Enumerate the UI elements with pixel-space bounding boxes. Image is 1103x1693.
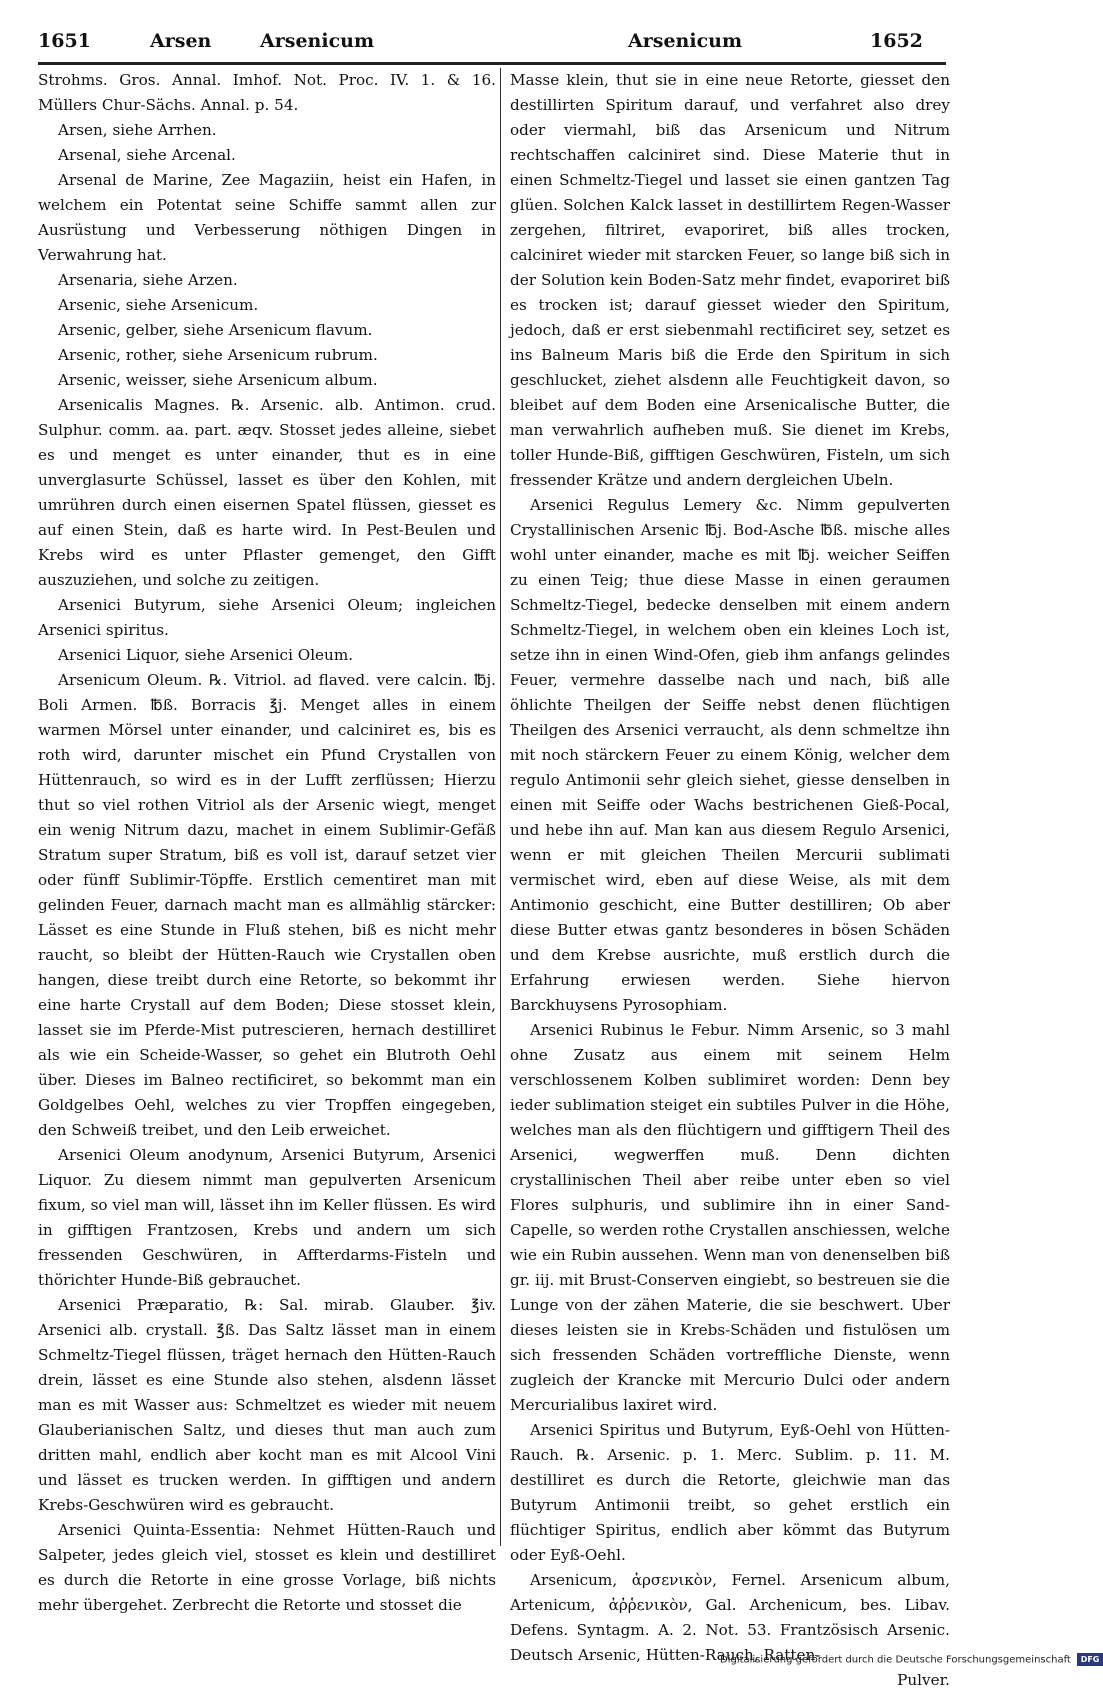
left-catchword: Arsen xyxy=(150,30,212,52)
digitization-footer xyxy=(720,1653,1100,1671)
header-rule xyxy=(38,62,946,65)
column-divider xyxy=(500,68,501,1546)
entry-paragraph: Arsenici Præparatio, ℞: Sal. mirab. Glauber. ℥iv. Arsenici alb. crystall. ℥ß. Das Saltz lässet man in einem Schmeltz-Tiegel flüssen, träget hernach den Hütten-Rauch drein, lässet es eine Stunde also stehen, alsdenn lässet man es mit Wasser aus: Schmeltzet es wieder mit neuem Glauberianischen Saltz, und dieses thut man auch zum dritten mahl, endlich aber kocht man es mit Alcool Vini und lässet es trucken werden. In gifftigen und andern Krebs-Geschwüren wird es gebraucht. xyxy=(38,1296,496,1514)
entry-paragraph: Arsen, siehe Arrhen. xyxy=(58,121,217,139)
entry-paragraph: Arsenici Oleum anodynum, Arsenici Butyrum, Arsenici Liquor. Zu diesem nimmt man gepulverten Arsenicum fixum, so viel man will, lässet ihn im Keller flüssen. Es wird in gifftigen Frantzosen, Krebs und andern um sich fressenden Geschwüren, in Affterdarms-Fisteln und thörichter Hunde-Biß gebrauchet. xyxy=(38,1146,496,1289)
left-column xyxy=(38,68,496,1618)
entry-paragraph: Arsenici Liquor, siehe Arsenici Oleum. xyxy=(58,646,354,664)
entry-paragraph: Arsenici Regulus Lemery &c. Nimm gepulverten Crystallinischen Arsenic ℔j. Bod-Asche ℔ß. mische alles wohl unter einander, mache es mit ℔j. weicher Seiffen zu einen Teig; thue diese Masse in einen geraumen Schmeltz-Tiegel, bedecke denselben mit einem andern Schmeltz-Tiegel, in welchem oben ein kleines Loch ist, setze ihn in einen Wind-Ofen, gieb ihm anfangs gelindes Feuer, vermehre dasselbe nach und nach, biß alle öhlichte Theilgen der Seiffe nebst denen flüchtigen Theilgen des Arsenici verraucht, als denn schmeltze ihn mit noch stärckern Feuer zu einem König, welcher dem regulo Antimonii sehr gleich siehet, giesse denselben in einen mit Seiffe oder Wachs bestrichenen Gieß-Pocal, und hebe ihn auf. Man kan aus diesem Regulo Arsenici, wenn er mit gleichen Theilen Mercurii sublimati vermischet wird, eben auf diese Weise, als mit dem Antimonio geschicht, eine Butter destilliren; Ob aber diese Butter etwas gantz besonderes in bösen Schäden und dem Krebse ausrichte, muß erstlich durch die Erfahrung erwiesen werden. Siehe hiervon Barckhuysens Pyrosophiam. xyxy=(510,496,950,1014)
entry-paragraph: Arsenici Rubinus le Febur. Nimm Arsenic, so 3 mahl ohne Zusatz aus einem mit seinem Helm verschlossenem Kolben sublimiret worden: Denn bey ieder sublimation steiget ein subtiles Pulver in die Höhe, welches man als den flüchtigern und gifftigern Theil des Arsenici, wegwerffen muß. Denn dichten crystallinischen Theil aber reibe unter eben so viel Flores sulphuris, und sublimire ihn in einer Sand-Capelle, so werden rothe Crystallen anschiessen, welche wie ein Rubin aussehen. Wenn man von denenselben biß gr. iij. mit Brust-Conserven eingiebt, so bestreuen sie die Lunge von der zähen Materie, die sie beschwert. Uber dieses leisten sie in Krebs-Schäden und fistulösen um sich fressenden Schäden vortreffliche Dienste, wenn zugleich der Krancke mit Mercurio Dulci oder andern Mercurialibus laxiret wird. xyxy=(510,1021,950,1414)
right-running-title: Arsenicum xyxy=(628,30,743,52)
dfg-logo: DFG xyxy=(1077,1653,1103,1666)
entry-paragraph: Arsenal de Marine, Zee Magaziin, heist ein Hafen, in welchem ein Potentat seine Schiffe sammt allen zur Ausrüstung und Verbesserung nöthigen Dingen in Verwahrung hat. xyxy=(38,171,496,264)
entry-paragraph: Arsenicalis Magnes. ℞. Arsenic. alb. Antimon. crud. Sulphur. comm. aa. part. æqv. Stosset jedes alleine, siebet es und menget es unter einander, thut es in eine unverglasurte Schüssel, lasset es über den Kohlen, mit umrühren durch einen eisernen Spatel flüssen, giesset es auf einen Stein, daß es harte wird. In Pest-Beulen und Krebs wird es unter Pflaster gemenget, den Gifft auszuziehen, und solche zu zeitigen. xyxy=(38,396,496,589)
entry-paragraph: Arsenaria, siehe Arzen. xyxy=(58,271,238,289)
page-header xyxy=(38,30,938,60)
footer-text: Digitalisierung gefördert durch die Deutsche Forschungsgemeinschaft xyxy=(720,1654,1071,1666)
entry-paragraph: Arsenici Spiritus und Butyrum, Eyß-Oehl von Hütten-Rauch. ℞. Arsenic. p. 1. Merc. Sublim. p. 11. M. destilliret es durch die Retorte, gleichwie man das Butyrum Antimonii treibt, so gehet erstlich ein flüchtiger Spiritus, endlich aber kömmt das Butyrum oder Eyß-Oehl. xyxy=(510,1421,950,1564)
left-page-number: 1651 xyxy=(38,30,91,52)
entry-paragraph: Strohms. Gros. Annal. Imhof. Not. Proc. IV. 1. & 16. Müllers Chur-Sächs. Annal. p. 54. xyxy=(38,71,496,114)
entry-paragraph: Masse klein, thut sie in eine neue Retorte, giesset den destillirten Spiritum darauf, und verfahret also drey oder viermahl, biß das Arsenicum und Nitrum rechtschaffen calciniret sind. Diese Materie thut in einen Schmeltz-Tiegel und lasset sie einen gantzen Tag glüen. Solchen Kalck lasset in destillirtem Regen-Wasser zergehen, filtriret, evaporiret, biß alles trocken, calciniret wieder mit starcken Feuer, so lange biß sich in der Solution kein Boden-Satz mehr findet, evaporiret biß es trocken ist; darauf giesset wieder den Spiritum, jedoch, daß er erst siebenmahl rectificiret sey, setzet es ins Balneum Maris biß die Erde den Spiritum in sich geschlucket, ziehet alsdenn alle Feuchtigkeit davon, so bleibet auf dem Boden eine Arsenicalische Butter, die man verwahrlich aufheben muß. Sie dienet im Krebs, toller Hunde-Biß, gifftigen Geschwüren, Fisteln, um sich fressender Krätze und andern dergleichen Ubeln. xyxy=(510,71,950,489)
entry-paragraph: Arsenicum, ἀρσενικὸν, Fernel. Arsenicum album, Artenicum, ἀῤῥενικὸν, Gal. Archenicum, bes. Libav. Defens. Syntagm. A. 2. Not. 53. Frantzösisch Arsenic. Deutsch Arsenic, Hütten-Rauch, Ratten- xyxy=(510,1571,950,1664)
right-column xyxy=(510,68,950,1693)
right-page-number: 1652 xyxy=(870,30,923,52)
entry-paragraph: Arsenic, rother, siehe Arsenicum rubrum. xyxy=(58,346,378,364)
left-running-title: Arsenicum xyxy=(260,30,375,52)
entry-paragraph: Arsenic, siehe Arsenicum. xyxy=(58,296,259,314)
entry-paragraph: Arsenal, siehe Arcenal. xyxy=(58,146,236,164)
entry-paragraph: Arsenici Butyrum, siehe Arsenici Oleum; ingleichen Arsenici spiritus. xyxy=(38,596,496,639)
entry-paragraph: Arsenic, weisser, siehe Arsenicum album. xyxy=(58,371,378,389)
entry-paragraph: Arsenici Quinta-Essentia: Nehmet Hütten-Rauch und Salpeter, jedes gleich viel, stosset es klein und destilliret es durch die Retorte in eine grosse Vorlage, biß nichts mehr übergehet. Zerbrecht die Retorte und stosset die xyxy=(38,1521,496,1614)
entry-paragraph: Arsenicum Oleum. ℞. Vitriol. ad flaved. vere calcin. ℔j. Boli Armen. ℔ß. Borracis ℥j. Menget alles in einem warmen Mörsel unter einander, und calciniret es, bis es roth wird, darunter mischet ein Pfund Crystallen von Hüttenrauch, so wird es in der Lufft zerflüssen; Hierzu thut so viel rothen Vitriol als der Arsenic wiegt, menget ein wenig Nitrum dazu, machet in einem Sublimir-Gefäß Stratum super Stratum, biß es voll ist, darauf setzet vier oder fünff Sublimir-Töpffe. Erstlich cementiret man mit gelinden Feuer, darnach macht man es allmählig stärcker: Lässet es eine Stunde in Fluß stehen, biß es nicht mehr raucht, so bleibt der Hütten-Rauch wie Crystallen oben hangen, diese treibt durch eine Retorte, so bekommt ihr eine harte Crystall auf dem Boden; Diese stosset klein, lasset sie im Pferde-Mist putrescieren, hernach destilliret als wie ein Scheide-Wasser, so gehet ein Blutroth Oehl über. Dieses im Balneo rectificiret, so bekommt man ein Goldgelbes Oehl, welches zu vier Tropffen eingegeben, den Schweiß treibet, und den Leib erweichet. xyxy=(38,671,496,1139)
entry-paragraph: Arsenic, gelber, siehe Arsenicum flavum. xyxy=(58,321,373,339)
entry-paragraph: Pulver. xyxy=(897,1671,950,1689)
